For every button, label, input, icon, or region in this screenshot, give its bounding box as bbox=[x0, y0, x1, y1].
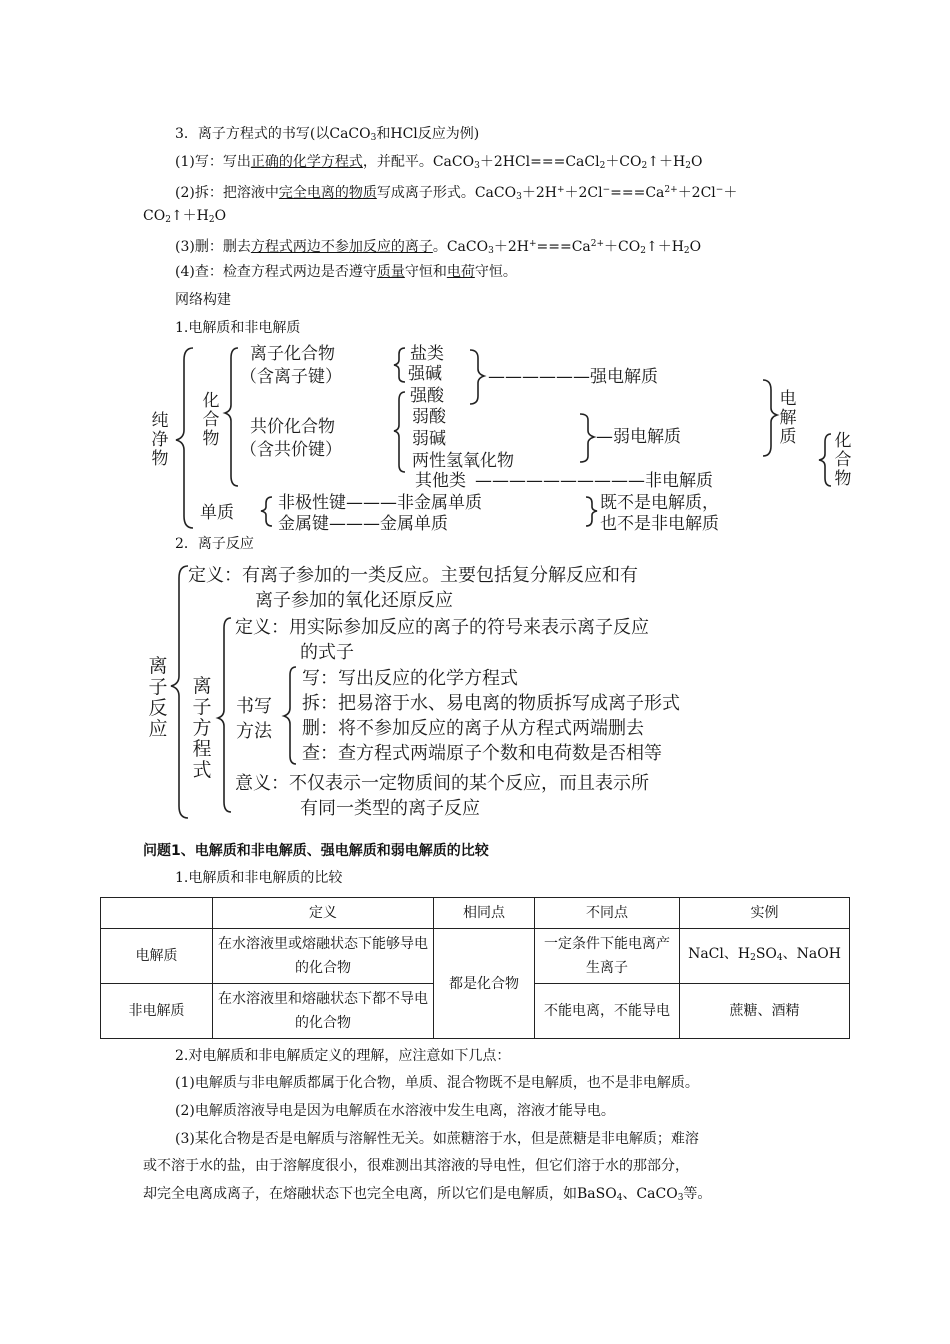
electrolyte-definition: 在水溶液里或熔融状态下能够导电的化合物 bbox=[213, 929, 434, 984]
amphoteric-hydroxide: 两性氢氧化物 bbox=[412, 451, 514, 471]
point-3-cont: 或不溶于水的盐，由于溶解度很小，很难测出其溶液的导电性，但它们溶于水的那部分， bbox=[143, 1158, 689, 1174]
non-electrolyte-cell: 非电解质 bbox=[101, 984, 213, 1039]
reaction-definition-cont: 离子参加的氧化还原反应 bbox=[255, 590, 453, 611]
step-split-cont: $CO_2↑+H_2O$ bbox=[143, 208, 227, 225]
covalent-compound: 共价化合物 bbox=[250, 417, 335, 437]
equation-definition: 定义：用实际参加反应的离子的符号来表示离子反应 bbox=[235, 617, 649, 638]
diagram1-title: 1.电解质和非电解质 bbox=[175, 320, 301, 336]
non-electrolyte-examples: 蔗糖、酒精 bbox=[680, 984, 850, 1039]
step-split: (2)拆：把溶液中完全电离的物质写成离子形式。$CaCO_3+2H^++2Cl^-===Ca^{2+}+2Cl^-+$ bbox=[175, 185, 738, 202]
table-row bbox=[101, 929, 850, 984]
reaction-definition: 定义：有离子参加的一类反应。主要包括复分解反应和有 bbox=[188, 565, 638, 586]
common-point: 都是化合物 bbox=[434, 929, 535, 1039]
strong-acid: 强酸 bbox=[410, 386, 444, 406]
method-split: 拆：把易溶于水、易电离的物质拆写成离子形式 bbox=[302, 693, 680, 714]
ionic-equation-label: 离子方程式 bbox=[192, 675, 212, 781]
salts: 盐类 bbox=[410, 344, 444, 364]
point-3: (3)某化合物是否是电解质与溶解性无关。如蔗糖溶于水，但是蔗糖是非电解质；难溶 bbox=[175, 1131, 699, 1147]
header-similarity: 相同点 bbox=[434, 898, 535, 929]
compound-label: 化合物 bbox=[202, 391, 220, 449]
metallic-bond: 金属键———金属单质 bbox=[278, 514, 448, 534]
strong-base: 强碱 bbox=[408, 364, 442, 384]
neither-line2: 也不是非电解质 bbox=[600, 514, 719, 534]
non-electrolyte: ——————————非电解质 bbox=[475, 471, 713, 491]
section3-title: 3．离子方程式的书写(以CaCO$_3$和HCl反应为例) bbox=[175, 126, 480, 143]
writing-method-label-1: 书写 bbox=[236, 696, 272, 717]
compound-group-label: 化合物 bbox=[834, 431, 852, 489]
electrolyte-cell: 电解质 bbox=[101, 929, 213, 984]
electrolyte-difference: 一定条件下能电离产生离子 bbox=[535, 929, 680, 984]
step-write: (1)写：写出正确的化学方程式，并配平。$CaCO_3+2HCl===CaCl_2+CO_2↑+H_2O$ bbox=[175, 154, 703, 171]
header-definition: 定义 bbox=[213, 898, 434, 929]
element-label: 单质 bbox=[200, 503, 234, 523]
equation-meaning: 意义：不仅表示一定物质间的某个反应，而且表示所 bbox=[235, 773, 649, 794]
header-examples: 实例 bbox=[680, 898, 850, 929]
question1-heading: 问题1、电解质和非电解质、强电解质和弱电解质的比较 bbox=[143, 843, 489, 859]
pure-substance-label: 纯净物 bbox=[151, 411, 169, 469]
covalent-bond-note: （含共价键） bbox=[240, 440, 342, 460]
point-1: (1)电解质与非电解质都属于化合物，单质、混合物既不是电解质，也不是非电解质。 bbox=[175, 1075, 699, 1091]
electrolyte-group-label: 电解质 bbox=[779, 389, 797, 447]
ionic-reaction-label: 离子反应 bbox=[148, 655, 168, 740]
comparison-table bbox=[100, 897, 850, 1039]
nonpolar-bond: 非极性键———非金属单质 bbox=[278, 493, 482, 513]
point-3-end: 却完全电离成离子，在熔融状态下也完全电离，所以它们是电解质，如BaSO$_4$、CaCO$_3$等。 bbox=[143, 1186, 712, 1203]
equation-definition-cont: 的式子 bbox=[300, 642, 354, 663]
writing-method-label-2: 方法 bbox=[236, 721, 272, 742]
table-header-row bbox=[101, 898, 850, 929]
electrolyte-examples: NaCl、$H_2SO_4$、NaOH bbox=[680, 929, 850, 984]
strong-electrolyte: ——————强电解质 bbox=[488, 367, 658, 387]
non-electrolyte-definition: 在水溶液里和熔融状态下都不导电的化合物 bbox=[213, 984, 434, 1039]
diagram2-title: 2．离子反应 bbox=[175, 536, 254, 552]
neither-line1: 既不是电解质， bbox=[600, 493, 719, 513]
method-check: 查：查方程式两端原子个数和电荷数是否相等 bbox=[302, 743, 662, 764]
equation-meaning-cont: 有同一类型的离子反应 bbox=[300, 798, 480, 819]
network-title: 网络构建 bbox=[175, 292, 231, 308]
method-write: 写：写出反应的化学方程式 bbox=[302, 668, 518, 689]
weak-base: 弱碱 bbox=[412, 429, 446, 449]
ionic-bond-note: （含离子键） bbox=[240, 367, 342, 387]
header-difference: 不同点 bbox=[535, 898, 680, 929]
weak-acid: 弱酸 bbox=[412, 407, 446, 427]
step-check: (4)查：检查方程式两边是否遵守质量守恒和电荷守恒。 bbox=[175, 264, 517, 280]
non-electrolyte-difference: 不能电离，不能导电 bbox=[535, 984, 680, 1039]
comparison-subtitle: 1.电解质和非电解质的比较 bbox=[175, 870, 343, 886]
other-class: 其他类 bbox=[415, 471, 466, 491]
method-delete: 删：将不参加反应的离子从方程式两端删去 bbox=[302, 718, 644, 739]
step-delete: (3)删：删去方程式两边不参加反应的离子。$CaCO_3+2H^+===Ca^{2+}+CO_2↑+H_2O$ bbox=[175, 239, 702, 256]
weak-electrolyte: —弱电解质 bbox=[596, 427, 681, 447]
understanding-subtitle: 2.对电解质和非电解质定义的理解，应注意如下几点： bbox=[175, 1048, 511, 1064]
point-2: (2)电解质溶液导电是因为电解质在水溶液中发生电离，溶液才能导电。 bbox=[175, 1103, 615, 1119]
header-empty bbox=[101, 898, 213, 929]
ionic-compound: 离子化合物 bbox=[250, 344, 335, 364]
